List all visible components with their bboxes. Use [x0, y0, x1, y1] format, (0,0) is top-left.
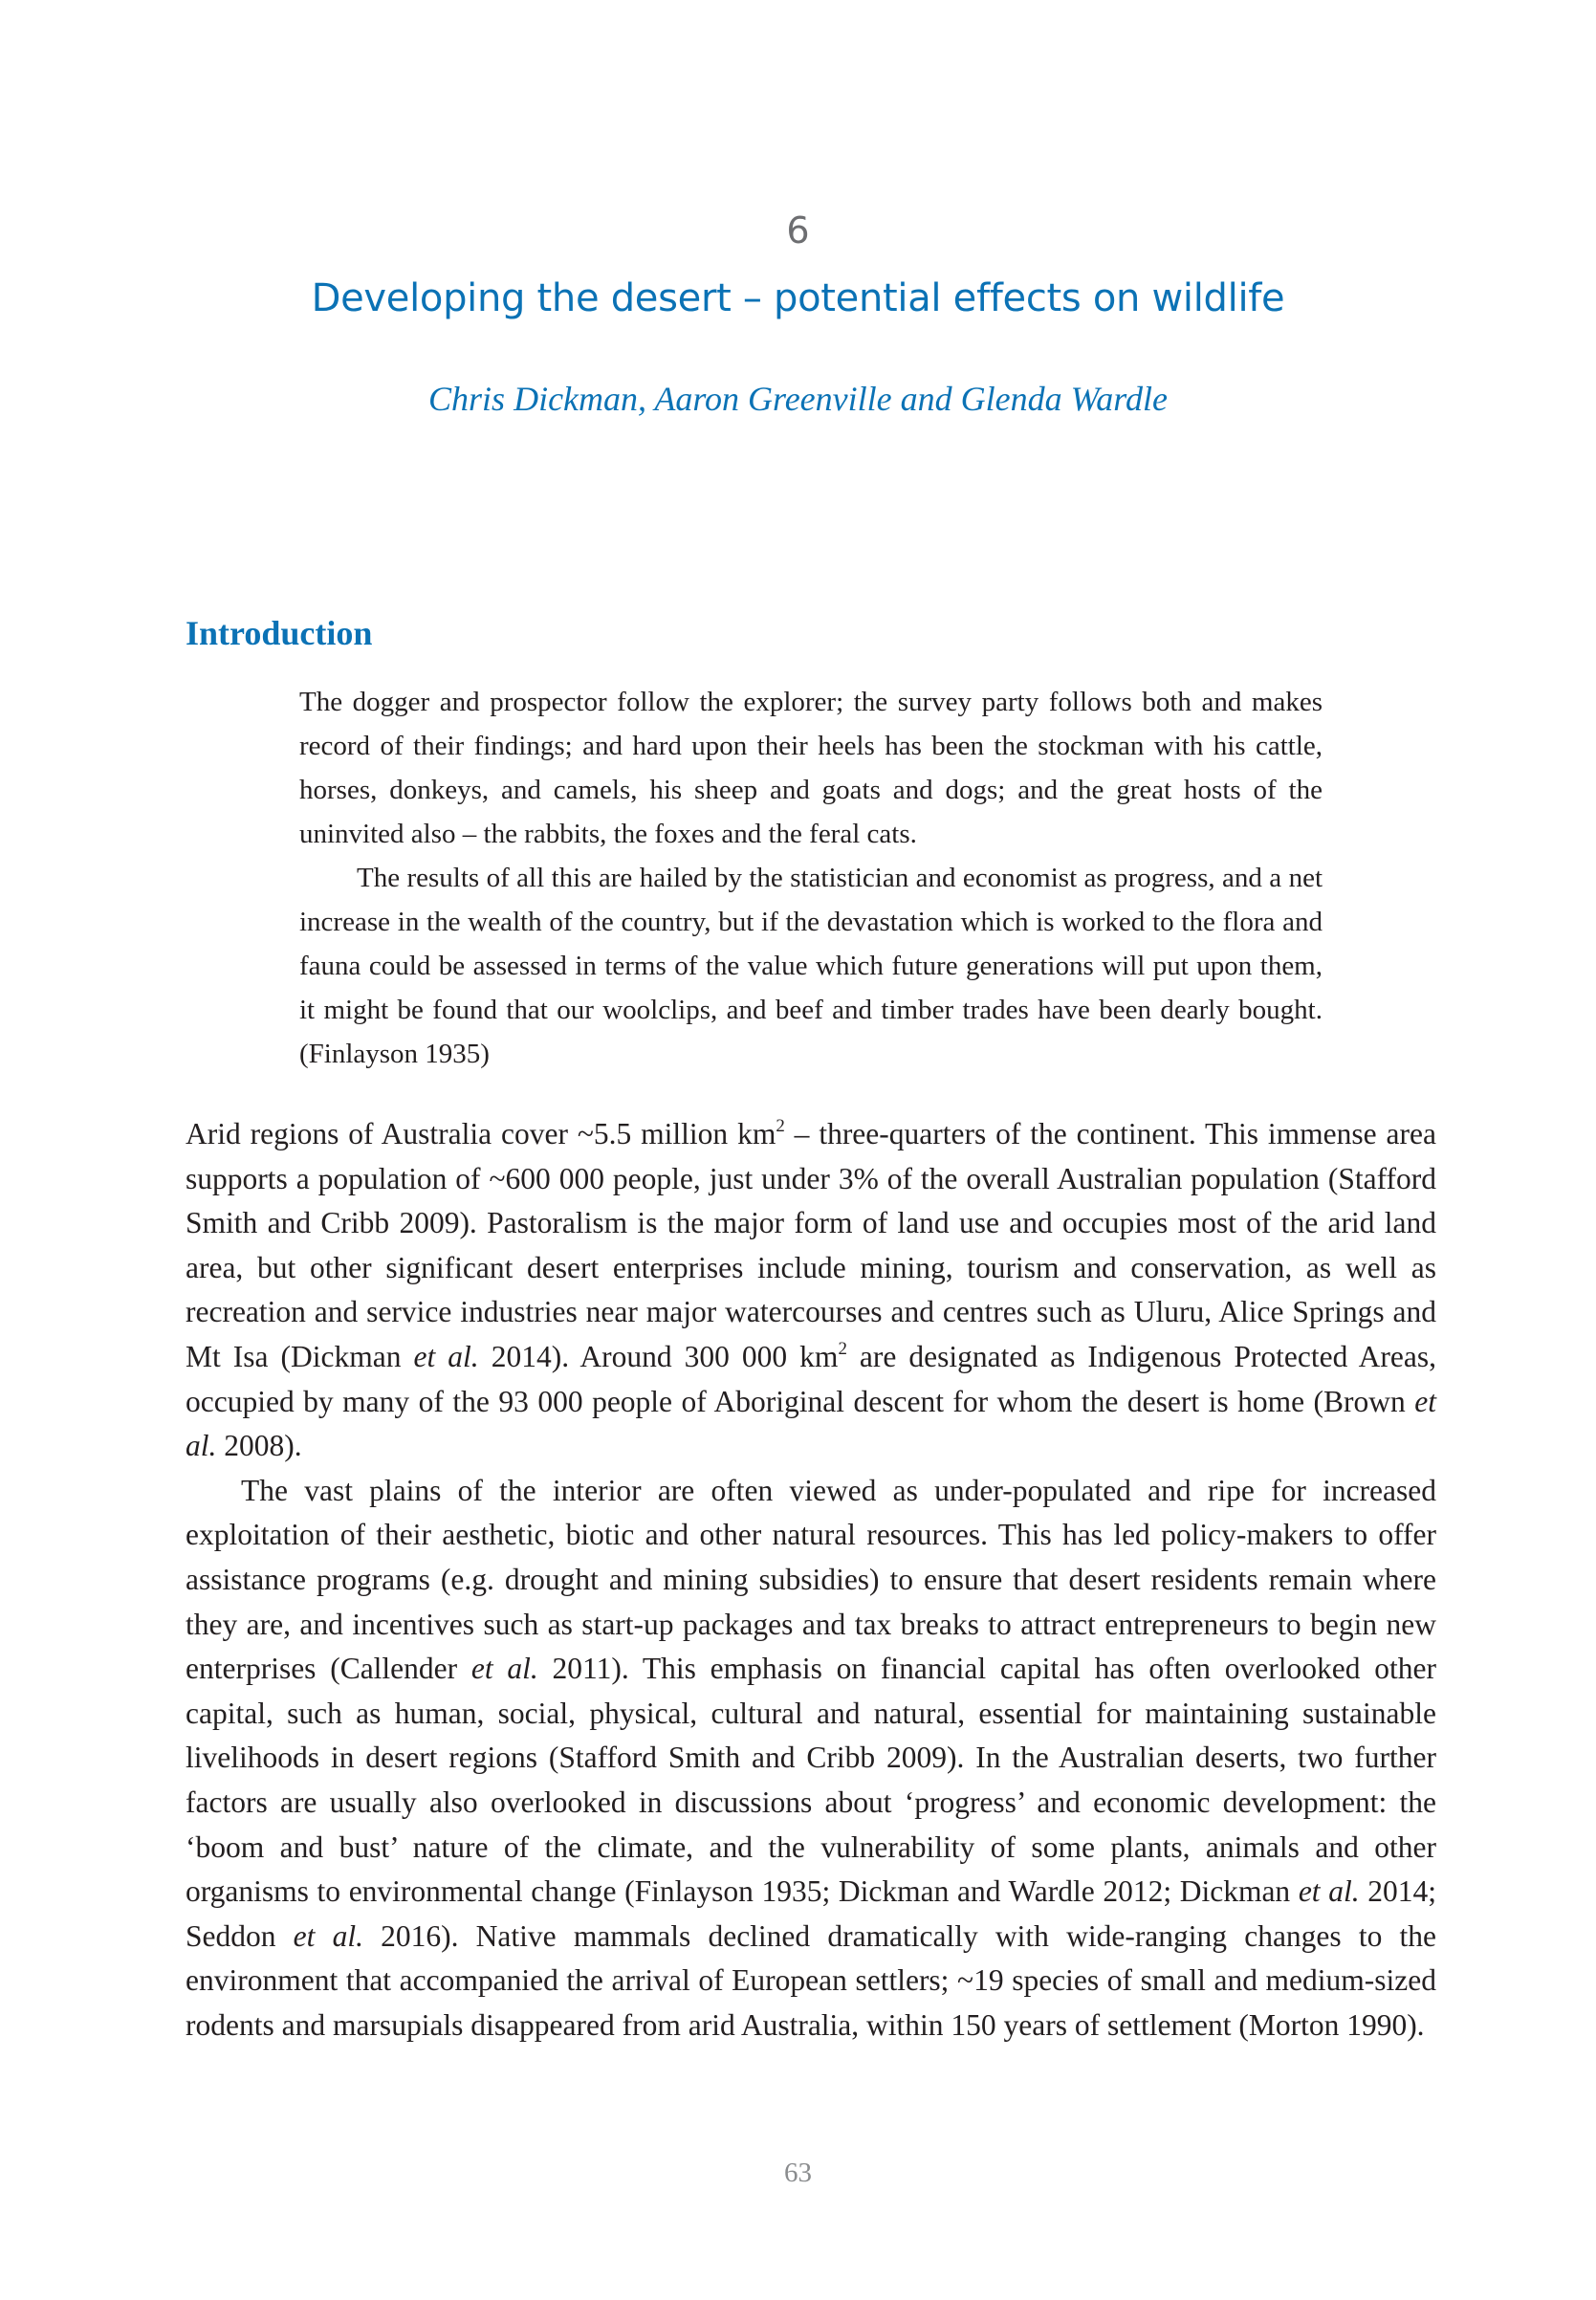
- chapter-title: Developing the desert – potential effects on wildlife: [311, 276, 1285, 320]
- text-run: 2014; Seddon: [186, 1874, 1436, 1953]
- text-run: 2011). This emphasis on financial capital has often overlooked other capital, such as human, social, physical, cultural and natural, essential for maintaining sustainable livelihoods in desert regions (Stafford Smith and Cribb 2009). In the Australian deserts, two further factors are usually also overlooked in discussions about ‘progress’ and economic development: the ‘boom and bust’ nature of the climate, and the vulnerability of some plants, animals and other organisms to environmental change (Finlayson 1935; Dickman and Wardle 2012; Dickman: [186, 1652, 1436, 1909]
- epigraph-quote: [299, 680, 1323, 1076]
- text-run: are designated as Indigenous Protected Areas, occupied by many of the 93 000 people of Aboriginal descent for whom the desert is home (Brown: [186, 1339, 1436, 1418]
- body-paragraph: [186, 1469, 1436, 2048]
- chapter-authors: Chris Dickman, Aaron Greenville and Glenda Wardle: [428, 380, 1168, 418]
- body-text: [186, 1112, 1436, 2048]
- text-run: 2014). Around 300 000 km: [478, 1339, 839, 1373]
- italic-text: et al.: [293, 1918, 363, 1953]
- italic-text: et al.: [413, 1339, 479, 1373]
- italic-text: et al.: [186, 1384, 1436, 1463]
- superscript: 2: [776, 1115, 785, 1136]
- text-run: The vast plains of the interior are often viewed as under-populated and ripe for increased exploitation of their aesthetic, biotic and other natural resources. This has led policy-makers to offer assistance programs (e.g. drought and mining subsidies) to ensure that desert residents remain where they are, and incentives such as start-up packages and tax breaks to attract entrepreneurs to begin new enterprises (Callender: [186, 1473, 1436, 1686]
- text-run: Arid regions of Australia cover ~5.5 million km: [186, 1117, 776, 1150]
- chapter-number: 6: [786, 209, 810, 252]
- text-run: 2008).: [216, 1429, 302, 1463]
- epigraph-paragraph: The dogger and prospector follow the explorer; the survey party follows both and makes record of their findings; and hard upon their heels has been the stockman with his cattle, horses, donkeys, and camels, his sheep and goats and dogs; and the great hosts of the uninvited also – the rabbits, the foxes and the feral cats.: [299, 687, 1323, 849]
- italic-text: et al.: [470, 1652, 538, 1686]
- section-heading-introduction: Introduction: [186, 614, 373, 652]
- italic-text: et al.: [1298, 1874, 1360, 1909]
- epigraph-paragraph: The results of all this are hailed by the statistician and economist as progress, and a net increase in the wealth of the country, but if the devastation which is worked to the flora and fauna could be assessed in terms of the value which future generations will put upon them, it might be found that our woolclips, and beef and timber trades have been dearly bought. (Finlayson 1935): [299, 863, 1323, 1069]
- superscript: 2: [838, 1338, 847, 1359]
- body-paragraph: [186, 1112, 1436, 1469]
- text-run: – three-quarters of the continent. This immense area supports a population of ~600 000 people, just under 3% of the overall Australian population (Stafford Smith and Cribb 2009). Pastoralism is the major form of land use and occupies most of the arid land area, but other significant desert enterprises include mining, tourism and conservation, as well as recreation and service industries near major watercourses and centres such as Uluru, Alice Springs and Mt Isa (Dickman: [186, 1117, 1436, 1373]
- text-run: 2016). Native mammals declined dramatically with wide-ranging changes to the environment that accompanied the arrival of European settlers; ~19 species of small and medium-sized rodents and marsupials disappeared from arid Australia, within 150 years of settlement (Morton 1990).: [186, 1918, 1436, 2042]
- page-number: 63: [784, 2158, 812, 2188]
